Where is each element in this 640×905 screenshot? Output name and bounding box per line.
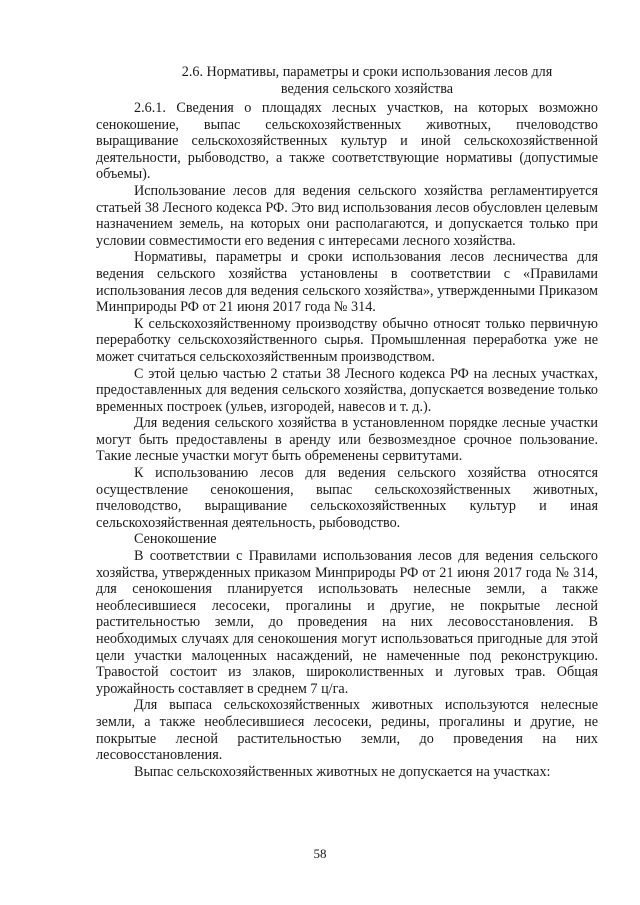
paragraph-grazing-prohibited: Выпас сельскохозяйственных животных не допускается на участках: (134, 763, 551, 780)
paragraph-agri-production: К сельскохозяйственному производству обычно относят только первичную переработку сельскохозяйственного сырья. Промышленная переработка уже не может считаться сельскохозяйственным производством. (96, 315, 598, 365)
paragraph-lease: Для ведения сельского хозяйства в установленном порядке лесные участки могут быть предоставлены в аренду или безвозмездное срочное пользование. Такие лесные участки могут быть обременены сервитутами. (96, 415, 598, 465)
paragraph-norms: Нормативы, параметры и сроки использования лесов лесничества для ведения сельского хозяйства установлены в соответствии с «Правилами использования лесов для ведения сельского хозяйства», утвержденными Приказом Минприроды РФ от 21 июня 2017 года № 314. (96, 249, 598, 316)
paragraph-regulation: Использование лесов для ведения сельского хозяйства регламентируется статьей 38 Лесного кодекса РФ. Это вид использования лесов обусловлен целевым назначением земель, на которых они располагаются, и допускается только при условии совместимости его ведения с интересами лесного хозяйства. (96, 182, 598, 249)
paragraph-use-types: К использованию лесов для ведения сельского хозяйства относятся осуществление сенокошения, выпас сельскохозяйственных животных, пчеловодство, выращивание сельскохозяйственных культур и иная сельскохозяйственная деятельность, рыбоводство. (96, 465, 598, 531)
paragraph-temporary-buildings: С этой целью частью 2 статьи 38 Лесного кодекса РФ на лесных участках, предоставленных для ведения сельского хозяйства, допускается возведение только временных построек (ульев, изгородей, навесов и т. д.). (96, 365, 598, 415)
paragraph-grazing-lands: Для выпаса сельскохозяйственных животных используются нелесные земли, а также необлесившиеся лесосеки, редины, прогалины и другие, не покрытые лесной растительностью земли, до проведения на них лесовосстановления. (96, 697, 598, 764)
paragraph-haymaking-rules: В соответствии с Правилами использования лесов для ведения сельского хозяйства, утвержденных приказом Минприроды РФ от 21 июня 2017 года № 314, для сенокошения планируется использовать нелесные земли, а также необлесившиеся лесосеки, прогалины и другие, не покрытые лесной растительностью земли, до проведения на них лесовосстановления. В необходимых случаях для сенокошения могут использоваться пригодные для этой цели участки малоценных насаждений, не намеченные под реконструкцию. Травостой состоит из злаков, широколиственных и луговых трав. Общая урожайность составляет в среднем 7 ц/га. (96, 548, 598, 697)
section-heading-line-1: 2.6. Нормативы, параметры и сроки использования лесов для (181, 64, 553, 80)
page-number: 58 (313, 846, 327, 861)
subheading-haymaking: Сенокошение (134, 531, 217, 548)
paragraph-2-6-1: 2.6.1. Сведения о площадях лесных участков, на которых возможно сенокошение, выпас сельскохозяйственных животных, пчеловодство выращивание сельскохозяйственных культур и иной сельскохозяйственной деятельности, рыбоводство, а также соответствующие нормативы (допустимые объемы). (96, 100, 598, 183)
section-heading-line-2: ведения сельского хозяйства (280, 81, 454, 97)
section-heading (96, 64, 598, 98)
